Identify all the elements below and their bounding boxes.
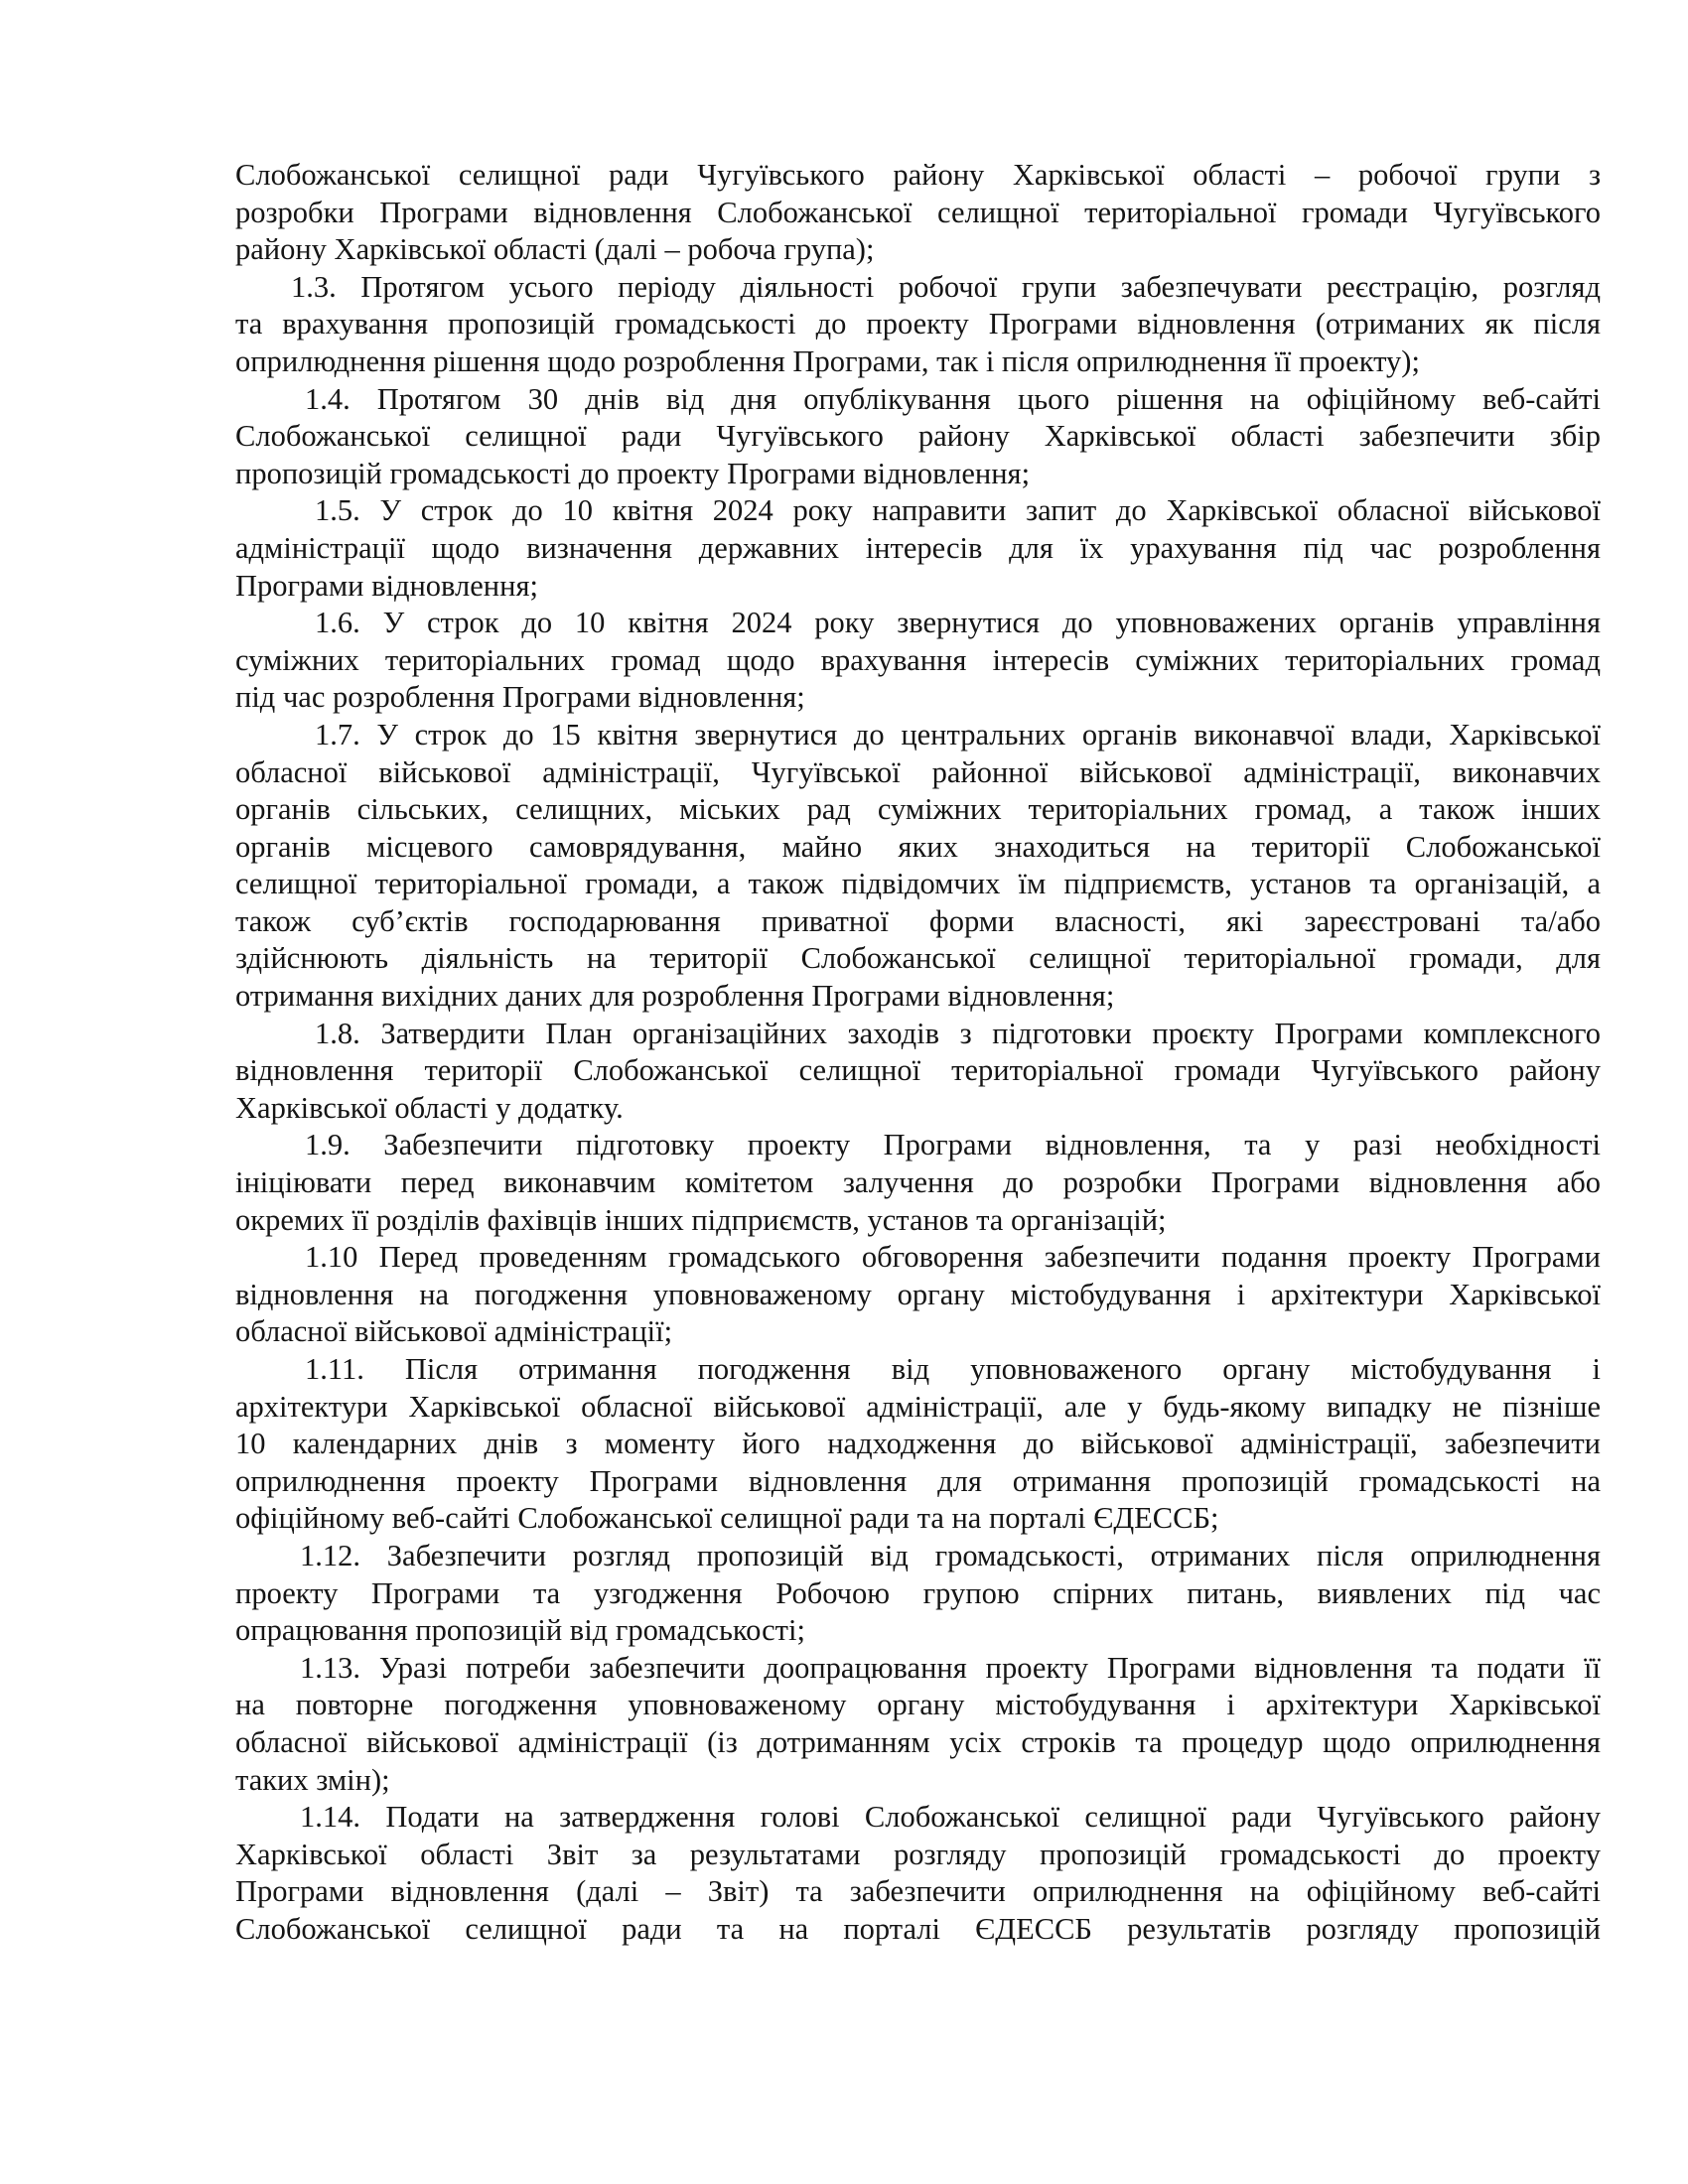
text-line: та врахування пропозицій громадськості до проекту Програми відновлення (отриманих як після <box>235 307 1601 341</box>
text-line: 1.4. Протягом 30 днів від дня опублікування цього рішення на офіційному веб-сайті <box>305 381 1601 416</box>
text-line: під час розроблення Програми відновлення; <box>235 680 805 715</box>
text-line: 1.3. Протягом усього періоду діяльності робочої групи забезпечувати реєстрацію, розгляд <box>291 269 1601 304</box>
text-line: обласної військової адміністрації, Чугуївської районної військової адміністрації, виконавчих <box>235 754 1601 789</box>
text-line: Програми відновлення; <box>235 568 538 603</box>
text-line: офіційному веб-сайті Слобожанської селищної ради та на порталі ЄДЕССБ; <box>235 1501 1219 1536</box>
paragraph <box>235 1799 1601 1948</box>
paragraph <box>235 1650 1601 1799</box>
paragraph <box>235 381 1601 493</box>
paragraph <box>235 1538 1601 1650</box>
text-line: 1.6. У строк до 10 квітня 2024 року звернутися до уповноважених органів управління <box>315 606 1601 640</box>
text-line: Програми відновлення (далі – Звіт) та забезпечити оприлюднення на офіційному веб-сайті <box>235 1874 1601 1909</box>
text-line: проекту Програми та узгодження Робочою групою спірних питань, виявлених під час <box>235 1575 1601 1610</box>
text-line: окремих її розділів фахівців інших підприємств, установ та організацій; <box>235 1202 1167 1237</box>
paragraph <box>235 1351 1601 1538</box>
text-line: району Харківської області (далі – робоча група); <box>235 232 875 267</box>
text-line: 10 календарних днів з моменту його надходження до військової адміністрації, забезпечити <box>235 1427 1601 1461</box>
text-line: Слобожанської селищної ради та на порталі ЄДЕССБ результатів розгляду пропозицій <box>235 1911 1601 1946</box>
paragraph <box>235 492 1601 605</box>
text-line: таких змін); <box>235 1762 390 1797</box>
text-line: отримання вихідних даних для розроблення Програми відновлення; <box>235 979 1115 1014</box>
text-line: пропозицій громадськості до проекту Програми відновлення; <box>235 456 1031 490</box>
text-line: Слобожанської селищної ради Чугуївського району Харківської області – робочої групи з <box>235 158 1601 192</box>
paragraph <box>235 157 1601 269</box>
text-line: відновлення території Слобожанської селищної територіальної громади Чугуївського району <box>235 1053 1601 1088</box>
text-line: обласної військової адміністрації; <box>235 1314 673 1349</box>
text-line: 1.7. У строк до 15 квітня звернутися до центральних органів виконавчої влади, Харківської <box>315 717 1601 751</box>
text-line: адміністрації щодо визначення державних інтересів для їх урахування під час розроблення <box>235 530 1601 565</box>
text-line: оприлюднення рішення щодо розроблення Програми, так і після оприлюднення її проекту); <box>235 343 1420 378</box>
paragraph <box>235 717 1601 1016</box>
text-line: також суб’єктів господарювання приватної форми власності, які зареєстровані та/або <box>235 903 1601 938</box>
text-line: 1.11. Після отримання погодження від уповноваженого органу містобудування і <box>305 1352 1601 1386</box>
text-line: органів сільських, селищних, міських рад суміжних територіальних громад, а також інших <box>235 792 1601 827</box>
text-line: Харківської області Звіт за результатами розгляду пропозицій громадськості до проекту <box>235 1837 1601 1871</box>
text-line: розробки Програми відновлення Слобожанської селищної територіальної громади Чугуївського <box>235 195 1601 229</box>
text-line: обласної військової адміністрації (із дотриманням усіх строків та процедур щодо оприлюднення <box>235 1724 1601 1759</box>
text-line: селищної територіальної громади, а також підвідомчих їм підприємств, установ та організацій, а <box>235 867 1601 901</box>
text-line: 1.5. У строк до 10 квітня 2024 року направити запит до Харківської обласної військової <box>315 493 1601 528</box>
text-line: 1.9. Забезпечити підготовку проекту Програми відновлення, та у разі необхідності <box>305 1128 1601 1162</box>
text-line: 1.12. Забезпечити розгляд пропозицій від громадськості, отриманих після оприлюднення <box>300 1538 1601 1572</box>
paragraph <box>235 1127 1601 1239</box>
text-line: органів місцевого самоврядування, майно яких знаходиться на території Слобожанської <box>235 829 1601 864</box>
text-line: 1.10 Перед проведенням громадського обговорення забезпечити подання проекту Програми <box>305 1240 1601 1275</box>
text-line: відновлення на погодження уповноваженому органу містобудування і архітектури Харківської <box>235 1277 1601 1311</box>
paragraph <box>235 605 1601 717</box>
paragraph <box>235 269 1601 381</box>
text-line: 1.8. Затвердити План організаційних заходів з підготовки проєкту Програми комплексного <box>315 1016 1601 1050</box>
text-line: оприлюднення проекту Програми відновлення для отримання пропозицій громадськості на <box>235 1463 1601 1498</box>
paragraph <box>235 1016 1601 1128</box>
text-line: на повторне погодження уповноваженому органу містобудування і архітектури Харківської <box>235 1688 1601 1722</box>
text-line: Слобожанської селищної ради Чугуївського району Харківської області забезпечити збір <box>235 419 1601 454</box>
document-page <box>235 157 1601 1949</box>
text-line: 1.14. Подати на затвердження голові Слобожанської селищної ради Чугуївського району <box>300 1800 1601 1835</box>
text-line: здійснюють діяльність на території Слобожанської селищної територіальної громади, для <box>235 941 1601 976</box>
text-line: опрацювання пропозицій від громадськості; <box>235 1613 805 1648</box>
text-line: суміжних територіальних громад щодо врахування інтересів суміжних територіальних громад <box>235 642 1601 677</box>
paragraph <box>235 1239 1601 1351</box>
text-line: ініціювати перед виконавчим комітетом залучення до розробки Програми відновлення або <box>235 1165 1601 1200</box>
text-line: 1.13. Уразі потреби забезпечити доопрацювання проекту Програми відновлення та подати її <box>300 1650 1601 1685</box>
text-line: Харківської області у додатку. <box>235 1090 624 1125</box>
text-line: архітектури Харківської обласної військової адміністрації, але у будь-якому випадку не пізніше <box>235 1389 1601 1424</box>
